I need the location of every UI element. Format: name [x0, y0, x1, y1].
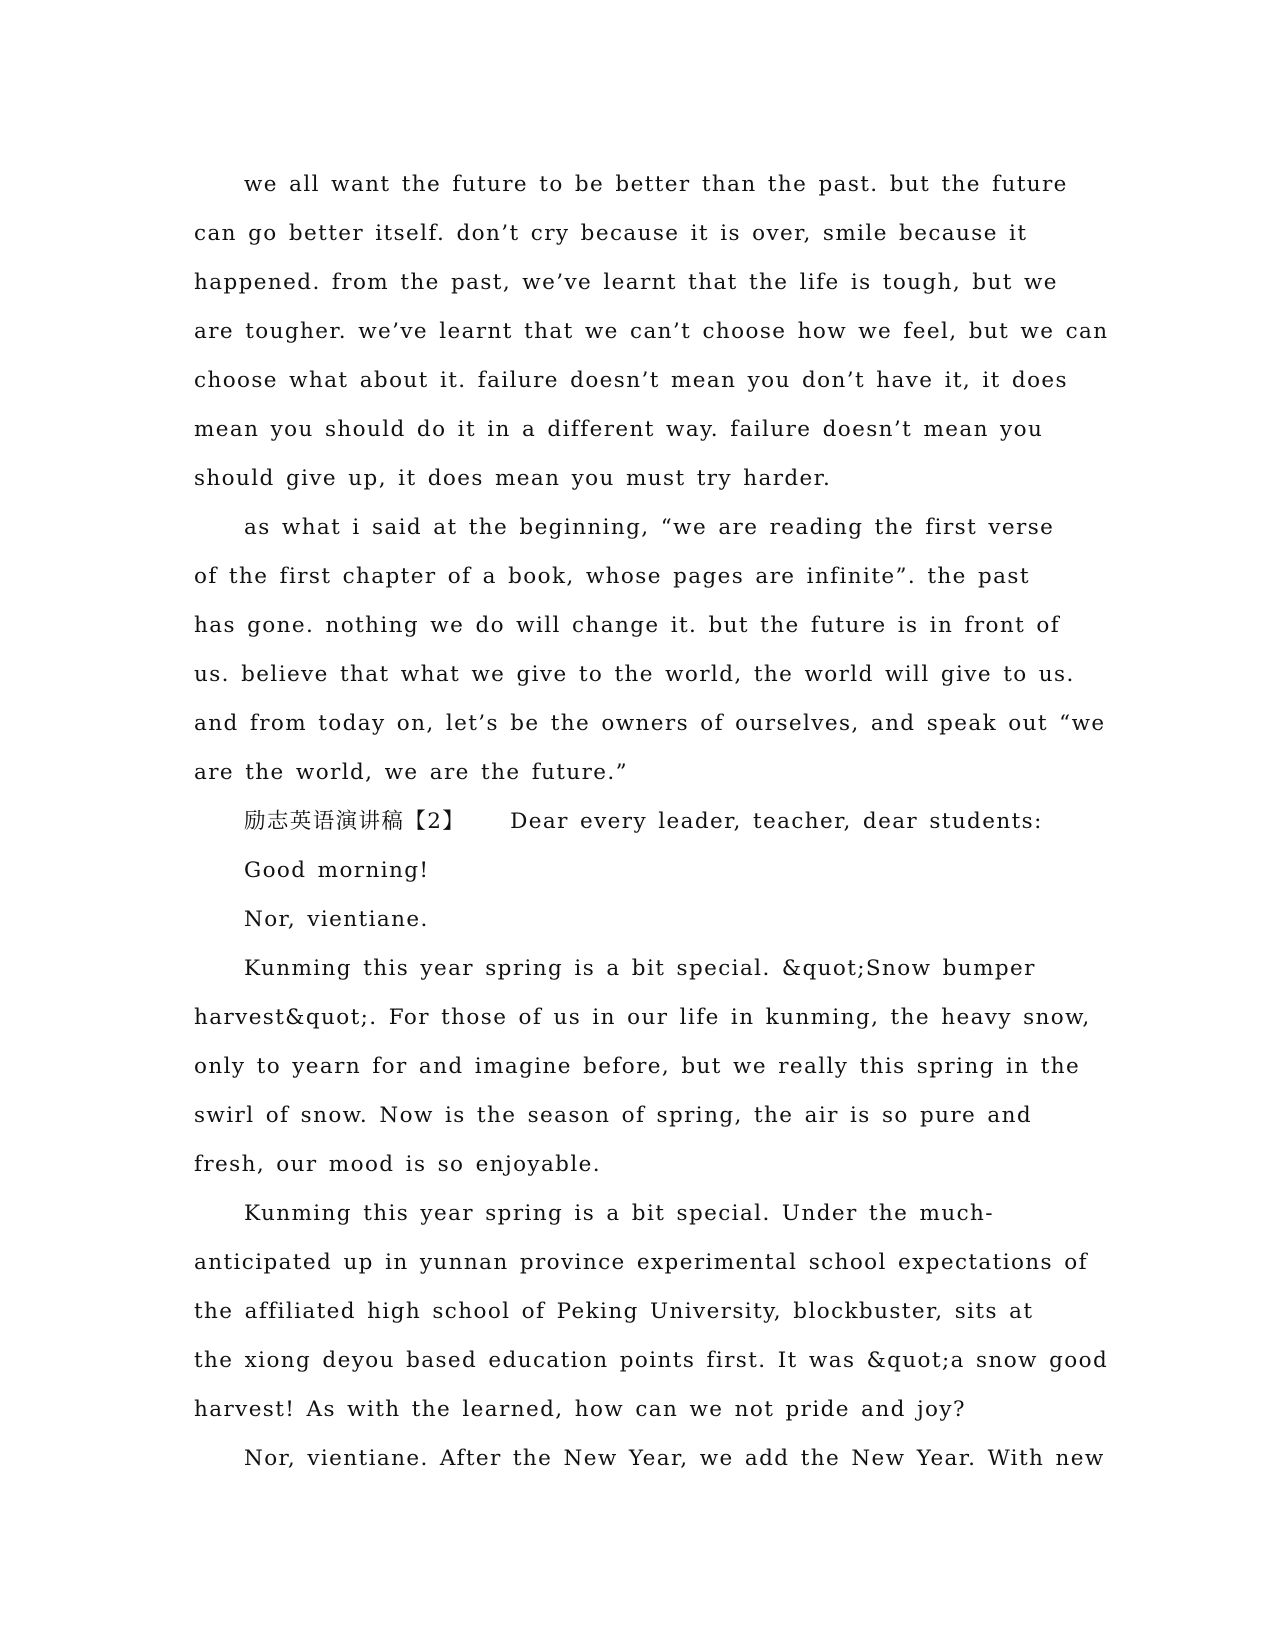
text-line: choose what about it. failure doesn’t mean you don’t have it, it does — [194, 368, 1068, 393]
text-line: Good morning! — [244, 858, 430, 883]
text-line: mean you should do it in a different way. failure doesn’t mean you — [194, 417, 1044, 442]
text-line: the affiliated high school of Peking University, blockbuster, sits at — [194, 1299, 1034, 1324]
text-line: has gone. nothing we do will change it. but the future is in front of — [194, 613, 1061, 638]
document-body — [194, 160, 1109, 1483]
text-line: and from today on, let’s be the owners of ourselves, and speak out “we — [194, 711, 1106, 736]
text-line: swirl of snow. Now is the season of spring, the air is so pure and — [194, 1103, 1033, 1128]
text-line: we all want the future to be better than the past. but the future — [244, 172, 1068, 197]
text-line: harvest! As with the learned, how can we not pride and joy? — [194, 1397, 966, 1422]
text-line: anticipated up in yunnan province experimental school expectations of — [194, 1250, 1088, 1275]
text-line: Kunming this year spring is a bit special. &quot;Snow bumper — [244, 956, 1036, 981]
text-line: happened. from the past, we’ve learnt that the life is tough, but we — [194, 270, 1058, 295]
section-heading-line: 励志英语演讲稿【2】 Dear every leader, teacher, dear students: — [244, 809, 1043, 834]
text-line: are the world, we are the future.” — [194, 760, 629, 785]
text-line: us. believe that what we give to the world, the world will give to us. — [194, 662, 1075, 687]
text-line: are tougher. we’ve learnt that we can’t choose how we feel, but we can — [194, 319, 1109, 344]
text-line: Nor, vientiane. After the New Year, we add the New Year. With new — [244, 1446, 1105, 1471]
text-line: of the first chapter of a book, whose pages are infinite”. the past — [194, 564, 1030, 589]
text-line: fresh, our mood is so enjoyable. — [194, 1152, 601, 1177]
text-line: the xiong deyou based education points first. It was &quot;a snow good — [194, 1348, 1109, 1373]
text-line: can go better itself. don’t cry because it is over, smile because it — [194, 221, 1028, 246]
text-line: Kunming this year spring is a bit special. Under the much- — [244, 1201, 994, 1226]
text-line: harvest&quot;. For those of us in our life in kunming, the heavy snow, — [194, 1005, 1091, 1030]
text-line: only to yearn for and imagine before, but we really this spring in the — [194, 1054, 1081, 1079]
text-line: as what i said at the beginning, “we are reading the first verse — [244, 515, 1055, 540]
text-line: Nor, vientiane. — [244, 907, 429, 932]
text-line: should give up, it does mean you must try harder. — [194, 466, 832, 491]
